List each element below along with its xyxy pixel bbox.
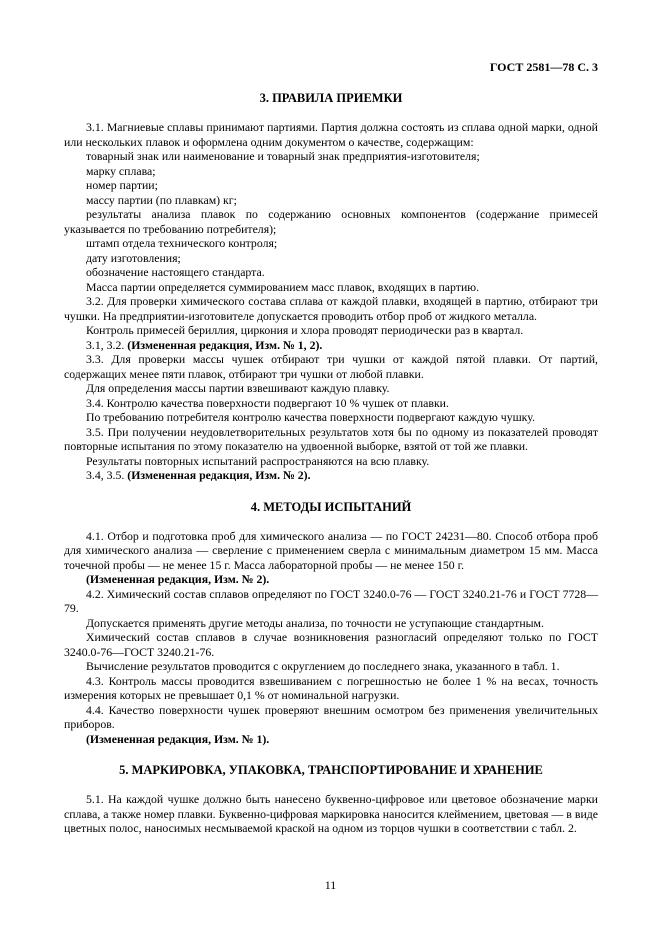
paragraph	[64, 381, 598, 396]
text-run: 3.4. Контролю качества поверхности подвергают 10 % чушек от плавки.	[86, 395, 449, 410]
text-run: 3.3. Для проверки массы чушек отбирают три чушки от каждой пятой плавки. От партий, содержащих менее пяти плавок, отбирают три чушки от любой плавки.	[64, 352, 598, 381]
paragraph	[64, 410, 598, 425]
paragraph	[64, 703, 598, 732]
document-header: ГОСТ 2581—78 С. 3	[489, 60, 598, 74]
paragraph	[64, 251, 598, 266]
bold-text-run: (Измененная редакция, Изм. № 2).	[127, 468, 311, 482]
paragraph	[64, 178, 598, 193]
text-run: Допускается применять другие методы анализа, по точности не уступающие стандартным.	[86, 615, 544, 630]
text-run: дату изготовления;	[86, 250, 181, 265]
text-run: 4.2. Химический состав сплавов определяют по ГОСТ 3240.0-76 — ГОСТ 3240.21-76 и ГОСТ 7728—79.	[64, 586, 598, 615]
paragraph	[64, 207, 598, 236]
text-run: 3.1, 3.2.	[86, 337, 128, 352]
text-run: 3.4, 3.5.	[86, 468, 128, 482]
paragraph	[64, 468, 598, 483]
text-run: 3.2. Для проверки химического состава сплава от каждой плавки, входящей в партию, отбирают три чушки. На предприятии-изготовителе допускается проводить отбор проб от жидкого металла.	[64, 294, 598, 323]
paragraph	[64, 338, 598, 353]
text-run: Вычисление результатов проводится с округлением до последнего знака, указанного в табл. 1.	[86, 659, 560, 673]
paragraph	[64, 236, 598, 251]
text-run: По требованию потребителя контролю качества поверхности подвергают каждую чушку.	[86, 410, 535, 424]
paragraph	[64, 352, 598, 381]
section-heading: 3. ПРАВИЛА ПРИЕМКИ	[259, 91, 403, 105]
paragraph	[64, 732, 598, 747]
text-run: Контроль примесей бериллия, циркония и хлора проводят периодически раз в квартал.	[86, 323, 524, 337]
text-run: Химический состав сплавов в случае возникновения разногласий определяют только по ГОСТ 3240.0-76—ГОСТ 3240.21-76.	[64, 630, 598, 659]
text-run: результаты анализа плавок по содержанию основных компонентов (содержание примесей указывается по требованию потребителя);	[64, 207, 598, 236]
paragraph	[64, 120, 598, 149]
paragraph	[64, 616, 598, 631]
paragraph	[64, 265, 598, 280]
paragraph	[64, 280, 598, 295]
bold-text-run: (Измененная редакция, Изм. № 1).	[86, 731, 270, 746]
bold-text-run: (Измененная редакция, Изм. № 2).	[86, 572, 270, 586]
text-run: 3.5. При получении неудовлетворительных результатов хотя бы по одному из показателей проводят повторные испытания по этому показателю на удвоенной выборке, взятой от той же плавки.	[64, 424, 598, 453]
paragraph	[64, 149, 598, 164]
paragraph	[64, 323, 598, 338]
bold-text-run: (Измененная редакция, Изм. № 1, 2).	[127, 337, 323, 352]
text-run: 4.3. Контроль массы проводится взвешиванием с погрешностью не более 1 % на весах, точность измерения которых не превышает 0,1 % от номинальной нагрузки.	[64, 673, 598, 702]
text-run: 5.1. На каждой чушке должно быть нанесено буквенно-цифровое или цветовое обозначение марки сплава, а также номер плавки. Буквенно-цифровая маркировка наносится клеймением, цветовая — в виде цветных полос, наносимых несмываемой краской на одном из торцов чушки в соответствии с табл. 2.	[64, 792, 598, 835]
paragraph	[64, 454, 598, 469]
section-heading: 4. МЕТОДЫ ИСПЫТАНИЙ	[250, 499, 412, 514]
document-blocks	[64, 91, 598, 836]
paragraph	[64, 294, 598, 323]
text-run: обозначение настоящего стандарта.	[86, 265, 265, 279]
section-heading: 5. МАРКИРОВКА, УПАКОВКА, ТРАНСПОРТИРОВАНИЕ И ХРАНЕНИЕ	[119, 763, 543, 777]
paragraph	[64, 572, 598, 587]
text-run: 3.1. Магниевые сплавы принимают партиями. Партия должна состоять из сплава одной марки, одной или нескольких плавок и оформлена одним документом о качестве, содержащим:	[64, 120, 598, 149]
text-run: Для определения массы партии взвешивают каждую плавку.	[86, 381, 390, 395]
paragraph	[64, 164, 598, 179]
page-number: 11	[324, 878, 337, 892]
text-run: товарный знак или наименование и товарный знак предприятия-изготовителя;	[86, 149, 480, 163]
document-content	[64, 60, 598, 836]
paragraph	[64, 674, 598, 703]
text-run: массу партии (по плавкам) кг;	[86, 192, 237, 207]
text-run: марку сплава;	[86, 163, 156, 178]
text-run: штамп отдела технического контроля;	[86, 236, 278, 250]
paragraph	[64, 792, 598, 836]
paragraph	[64, 587, 598, 616]
paragraph	[64, 193, 598, 208]
paragraph	[64, 396, 598, 411]
paragraph	[64, 529, 598, 573]
text-run: номер партии;	[86, 178, 158, 192]
text-run: 4.4. Качество поверхности чушек проверяют внешним осмотром без применения увеличительных приборов.	[64, 702, 598, 731]
text-run: 4.1. Отбор и подготовка проб для химического анализа — по ГОСТ 24231—80. Способ отбора проб для химического анализа — сверление с применением сверла с минимальным диаметром 15 мм. Масса точечной пробы — не менее 15 г. Масса лабораторной пробы — не менее 150 г.	[64, 528, 598, 572]
text-run: Масса партии определяется суммированием масс плавок, входящих в партию.	[86, 279, 480, 294]
paragraph	[64, 425, 598, 454]
paragraph	[64, 659, 598, 674]
paragraph	[64, 630, 598, 659]
text-run: Результаты повторных испытаний распространяются на всю плавку.	[86, 453, 430, 468]
